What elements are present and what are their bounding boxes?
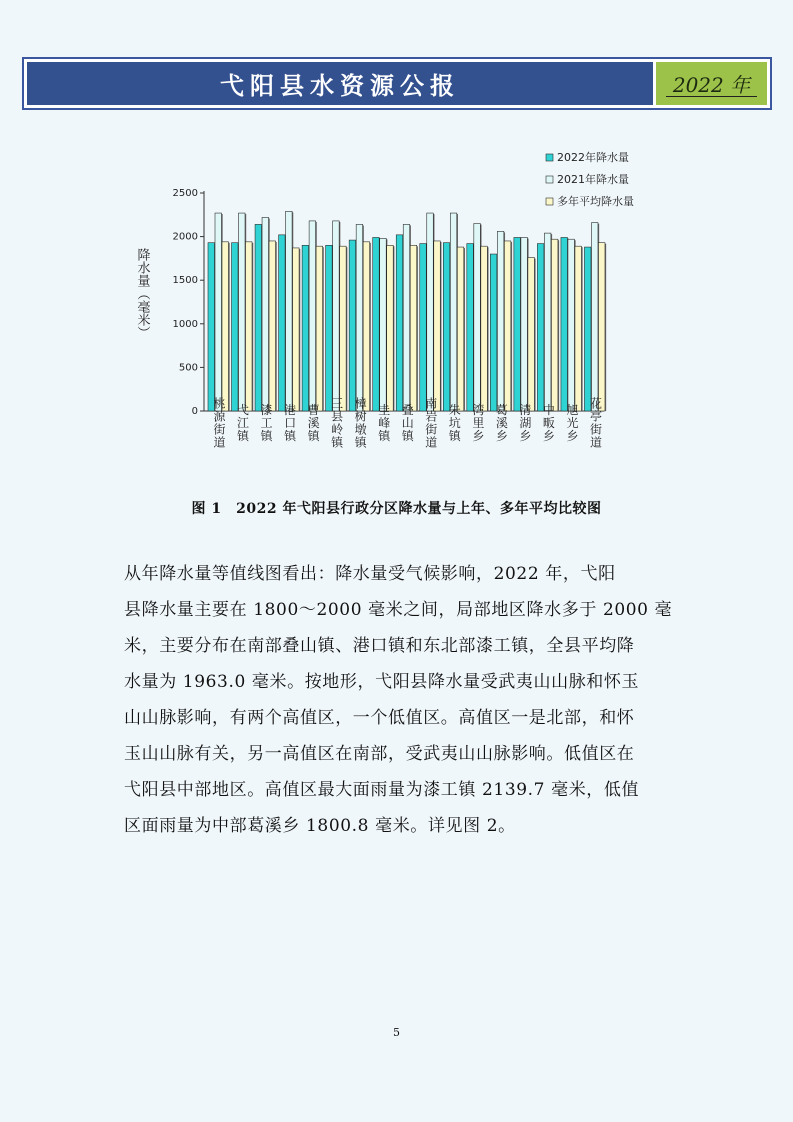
- bar-2021: [427, 213, 434, 411]
- category-label: 曹溪镇: [306, 403, 321, 443]
- bar-average: [293, 248, 300, 411]
- bar-average: [551, 239, 558, 411]
- y-tick-label: 0: [191, 406, 198, 417]
- legend-swatch: [546, 154, 553, 161]
- bar-2021: [568, 239, 575, 411]
- bar-2021: [474, 224, 481, 411]
- bar-2022: [514, 237, 521, 411]
- bar-2021: [286, 211, 293, 411]
- category-label: 中畈乡: [541, 403, 556, 443]
- category-label: 港口镇: [282, 403, 297, 443]
- paragraph-line: 水量为 1963.0 毫米。按地形，弋阳县降水量受武夷山山脉和怀玉: [124, 672, 640, 692]
- category-label: 南岩街道: [423, 397, 438, 449]
- bar-2022: [584, 247, 591, 411]
- bar-2022: [467, 244, 474, 411]
- bar-average: [575, 246, 582, 411]
- bar-2022: [208, 243, 215, 411]
- category-label: 叠山镇: [400, 403, 415, 443]
- y-tick-label: 1500: [172, 275, 198, 287]
- y-tick-label: 1000: [172, 318, 198, 330]
- bar-2021: [333, 221, 340, 411]
- bar-2021: [521, 237, 528, 411]
- bar-2022: [373, 237, 380, 411]
- bar-2021: [239, 213, 246, 411]
- paragraph-line: 山山脉影响，有两个高值区，一个低值区。高值区一是北部，和怀: [124, 708, 635, 728]
- bar-average: [481, 246, 488, 411]
- category-label: 清湖乡: [517, 403, 532, 443]
- figure-caption: 图 1 2022 年弋阳县行政分区降水量与上年、多年平均比较图: [191, 501, 602, 517]
- bar-average: [316, 246, 323, 411]
- category-label: 弋江镇: [235, 403, 250, 443]
- bar-average: [269, 241, 276, 411]
- bar-average: [340, 246, 347, 411]
- report-year-text: 2022 年: [672, 73, 751, 97]
- bar-2022: [537, 244, 544, 411]
- legend-swatch: [546, 198, 553, 205]
- category-label: 桃源街道: [212, 397, 226, 449]
- paragraph-line: 弋阳县中部地区。高值区最大面雨量为漆工镇 2139.7 毫米，低值: [124, 780, 640, 800]
- bar-2022: [326, 245, 333, 411]
- category-label: 旭光乡: [564, 403, 579, 443]
- bar-2021: [262, 217, 269, 411]
- y-tick-label: 2500: [172, 188, 198, 199]
- bar-2022: [443, 243, 450, 411]
- paragraph-line: 区面雨量为中部葛溪乡 1800.8 毫米。详见图 2。: [124, 816, 516, 836]
- bar-average: [434, 241, 441, 411]
- bar-2021: [497, 231, 504, 411]
- category-label: 湾里乡: [470, 403, 485, 443]
- bar-2021: [380, 238, 387, 411]
- legend-label: 多年平均降水量: [557, 195, 634, 208]
- bar-2022: [561, 237, 568, 411]
- bar-average: [457, 247, 464, 411]
- bar-2021: [544, 233, 551, 411]
- bar-2022: [349, 240, 356, 411]
- report-title: 弋阳县水资源公报: [27, 62, 653, 105]
- bar-2022: [302, 245, 309, 411]
- category-label: 朱坑镇: [447, 403, 462, 443]
- y-tick-label: 2000: [172, 231, 198, 243]
- bar-2022: [279, 235, 286, 411]
- bar-2021: [450, 213, 457, 411]
- page-number: 5: [393, 1026, 400, 1039]
- paragraph-line: 玉山山脉有关，另一高值区在南部，受武夷山山脉影响。低值区在: [124, 744, 635, 764]
- bar-average: [410, 245, 417, 411]
- y-tick-label: 500: [178, 362, 198, 374]
- bar-average: [222, 242, 229, 411]
- bar-average: [246, 242, 253, 411]
- bar-average: [528, 258, 535, 411]
- bar-average: [504, 241, 511, 411]
- category-label: 樟树墩镇: [353, 397, 368, 449]
- bar-2022: [396, 235, 403, 411]
- legend-label: 2021年降水量: [557, 173, 629, 186]
- legend-swatch: [546, 176, 553, 183]
- bar-2021: [591, 223, 598, 411]
- paragraph-line: 县降水量主要在 1800～2000 毫米之间，局部地区降水多于 2000 毫: [124, 600, 673, 620]
- category-label: 葛溪乡: [494, 403, 509, 443]
- bar-2022: [232, 243, 239, 411]
- category-label: 花亭街道: [588, 397, 603, 449]
- precipitation-bar-chart: [0, 0, 793, 490]
- bar-average: [598, 243, 605, 411]
- legend-label: 2022年降水量: [557, 151, 629, 164]
- bar-2021: [403, 224, 410, 411]
- bar-average: [387, 245, 394, 411]
- body-paragraph: [124, 556, 684, 844]
- category-label: 圭峰镇: [376, 403, 391, 443]
- paragraph-line: 米，主要分布在南部叠山镇、港口镇和东北部漆工镇，全县平均降: [124, 636, 635, 656]
- bar-2022: [255, 224, 262, 411]
- bar-2021: [309, 221, 316, 411]
- bar-2022: [420, 244, 427, 411]
- category-label: 漆工镇: [259, 403, 274, 443]
- bar-2022: [490, 254, 497, 411]
- bar-2021: [356, 224, 363, 411]
- bar-2021: [215, 213, 222, 411]
- y-axis-label: 降水量（毫米）: [134, 248, 150, 339]
- category-label: 三县岭镇: [329, 397, 344, 449]
- paragraph-line: 从年降水量等值线图看出：降水量受气候影响，2022 年，弋阳: [124, 564, 616, 584]
- bar-average: [363, 242, 370, 411]
